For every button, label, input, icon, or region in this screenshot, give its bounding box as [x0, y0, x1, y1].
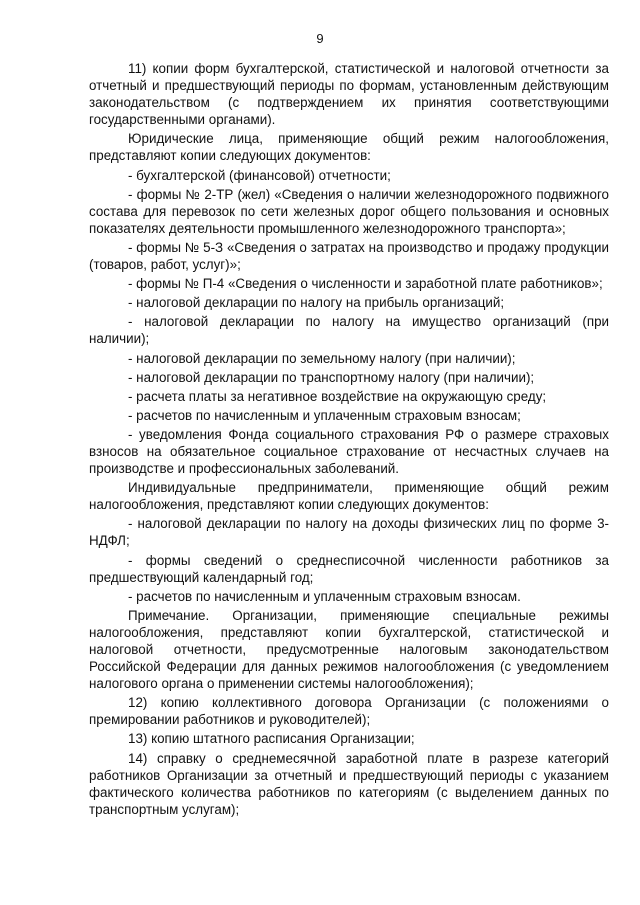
list-item: - бухгалтерской (финансовой) отчетности; [128, 167, 391, 183]
paragraph-legal-entities-intro: Юридические лица, применяющие общий режим налогообложения, представляют копии следующих документов: [89, 131, 609, 164]
list-item: - налоговой декларации по налогу на имущество организаций (при наличии); [89, 314, 609, 347]
paragraph-item-14: 14) справку о среднемесячной заработной плате в разрезе категорий работников Организации за отчетный и предшествующий периоды с указанием фактического количества работников по категориям (с выделением данных по транспортным услугам); [89, 750, 609, 817]
list-item: - расчетов по начисленным и уплаченным страховым взносам. [128, 588, 521, 604]
list-item: - налоговой декларации по транспортному налогу (при наличии); [128, 369, 535, 385]
paragraph-item-13: 13) копию штатного расписания Организации; [128, 731, 415, 747]
list-item: - расчета платы за негативное воздействие на окружающую среду; [128, 388, 547, 404]
list-item: - расчетов по начисленным и уплаченным страховым взносам; [128, 407, 521, 423]
document-body [89, 60, 609, 820]
list-item: - формы № П-4 «Сведения о численности и заработной плате работников»; [128, 276, 603, 292]
list-item: - формы № 2-ТР (жел) «Сведения о наличии железнодорожного подвижного состава для перевозок по сети железных дорог общего пользования и основных показателях деятельности промышленного железнодорожного транспорта»; [89, 186, 609, 236]
paragraph-item-12: 12) копию коллективного договора Организации (с положениями о премировании работников и руководителей); [89, 695, 609, 728]
page-number: 9 [316, 31, 324, 46]
paragraph-item-11: 11) копии форм бухгалтерской, статистической и налоговой отчетности за отчетный и предшествующий периоды по формам, установленным действующим законодательством (с подтверждением их принятия соответствующими государственными органами). [89, 61, 609, 128]
list-item: - налоговой декларации по налогу на доходы физических лиц по форме 3-НДФЛ; [89, 516, 609, 549]
list-item: - налоговой декларации по налогу на прибыль организаций; [128, 295, 505, 311]
list-item: - формы № 5-З «Сведения о затратах на производство и продажу продукции (товаров, работ, услуг)»; [89, 239, 609, 273]
list-item: - уведомления Фонда социального страхования РФ о размере страховых взносов на обязательное социальное страхование от несчастных случаев на производстве и профессиональных заболеваний. [89, 426, 609, 477]
paragraph-note: Примечание. Организации, применяющие специальные режимы налогообложения, представляют копии бухгалтерской, статистической и налоговой отчетности, предусмотренные налоговым законодательством Российской Федерации для данных режимов налогообложения (с уведомлением налогового органа о применении системы налогообложения); [89, 607, 609, 692]
list-item: - налоговой декларации по земельному налогу (при наличии); [128, 350, 516, 366]
paragraph-entrepreneurs-intro: Индивидуальные предприниматели, применяющие общий режим налогообложения, представляют копии следующих документов: [89, 480, 609, 513]
list-item: - формы сведений о среднесписочной численности работников за предшествующий календарный год; [89, 552, 609, 585]
